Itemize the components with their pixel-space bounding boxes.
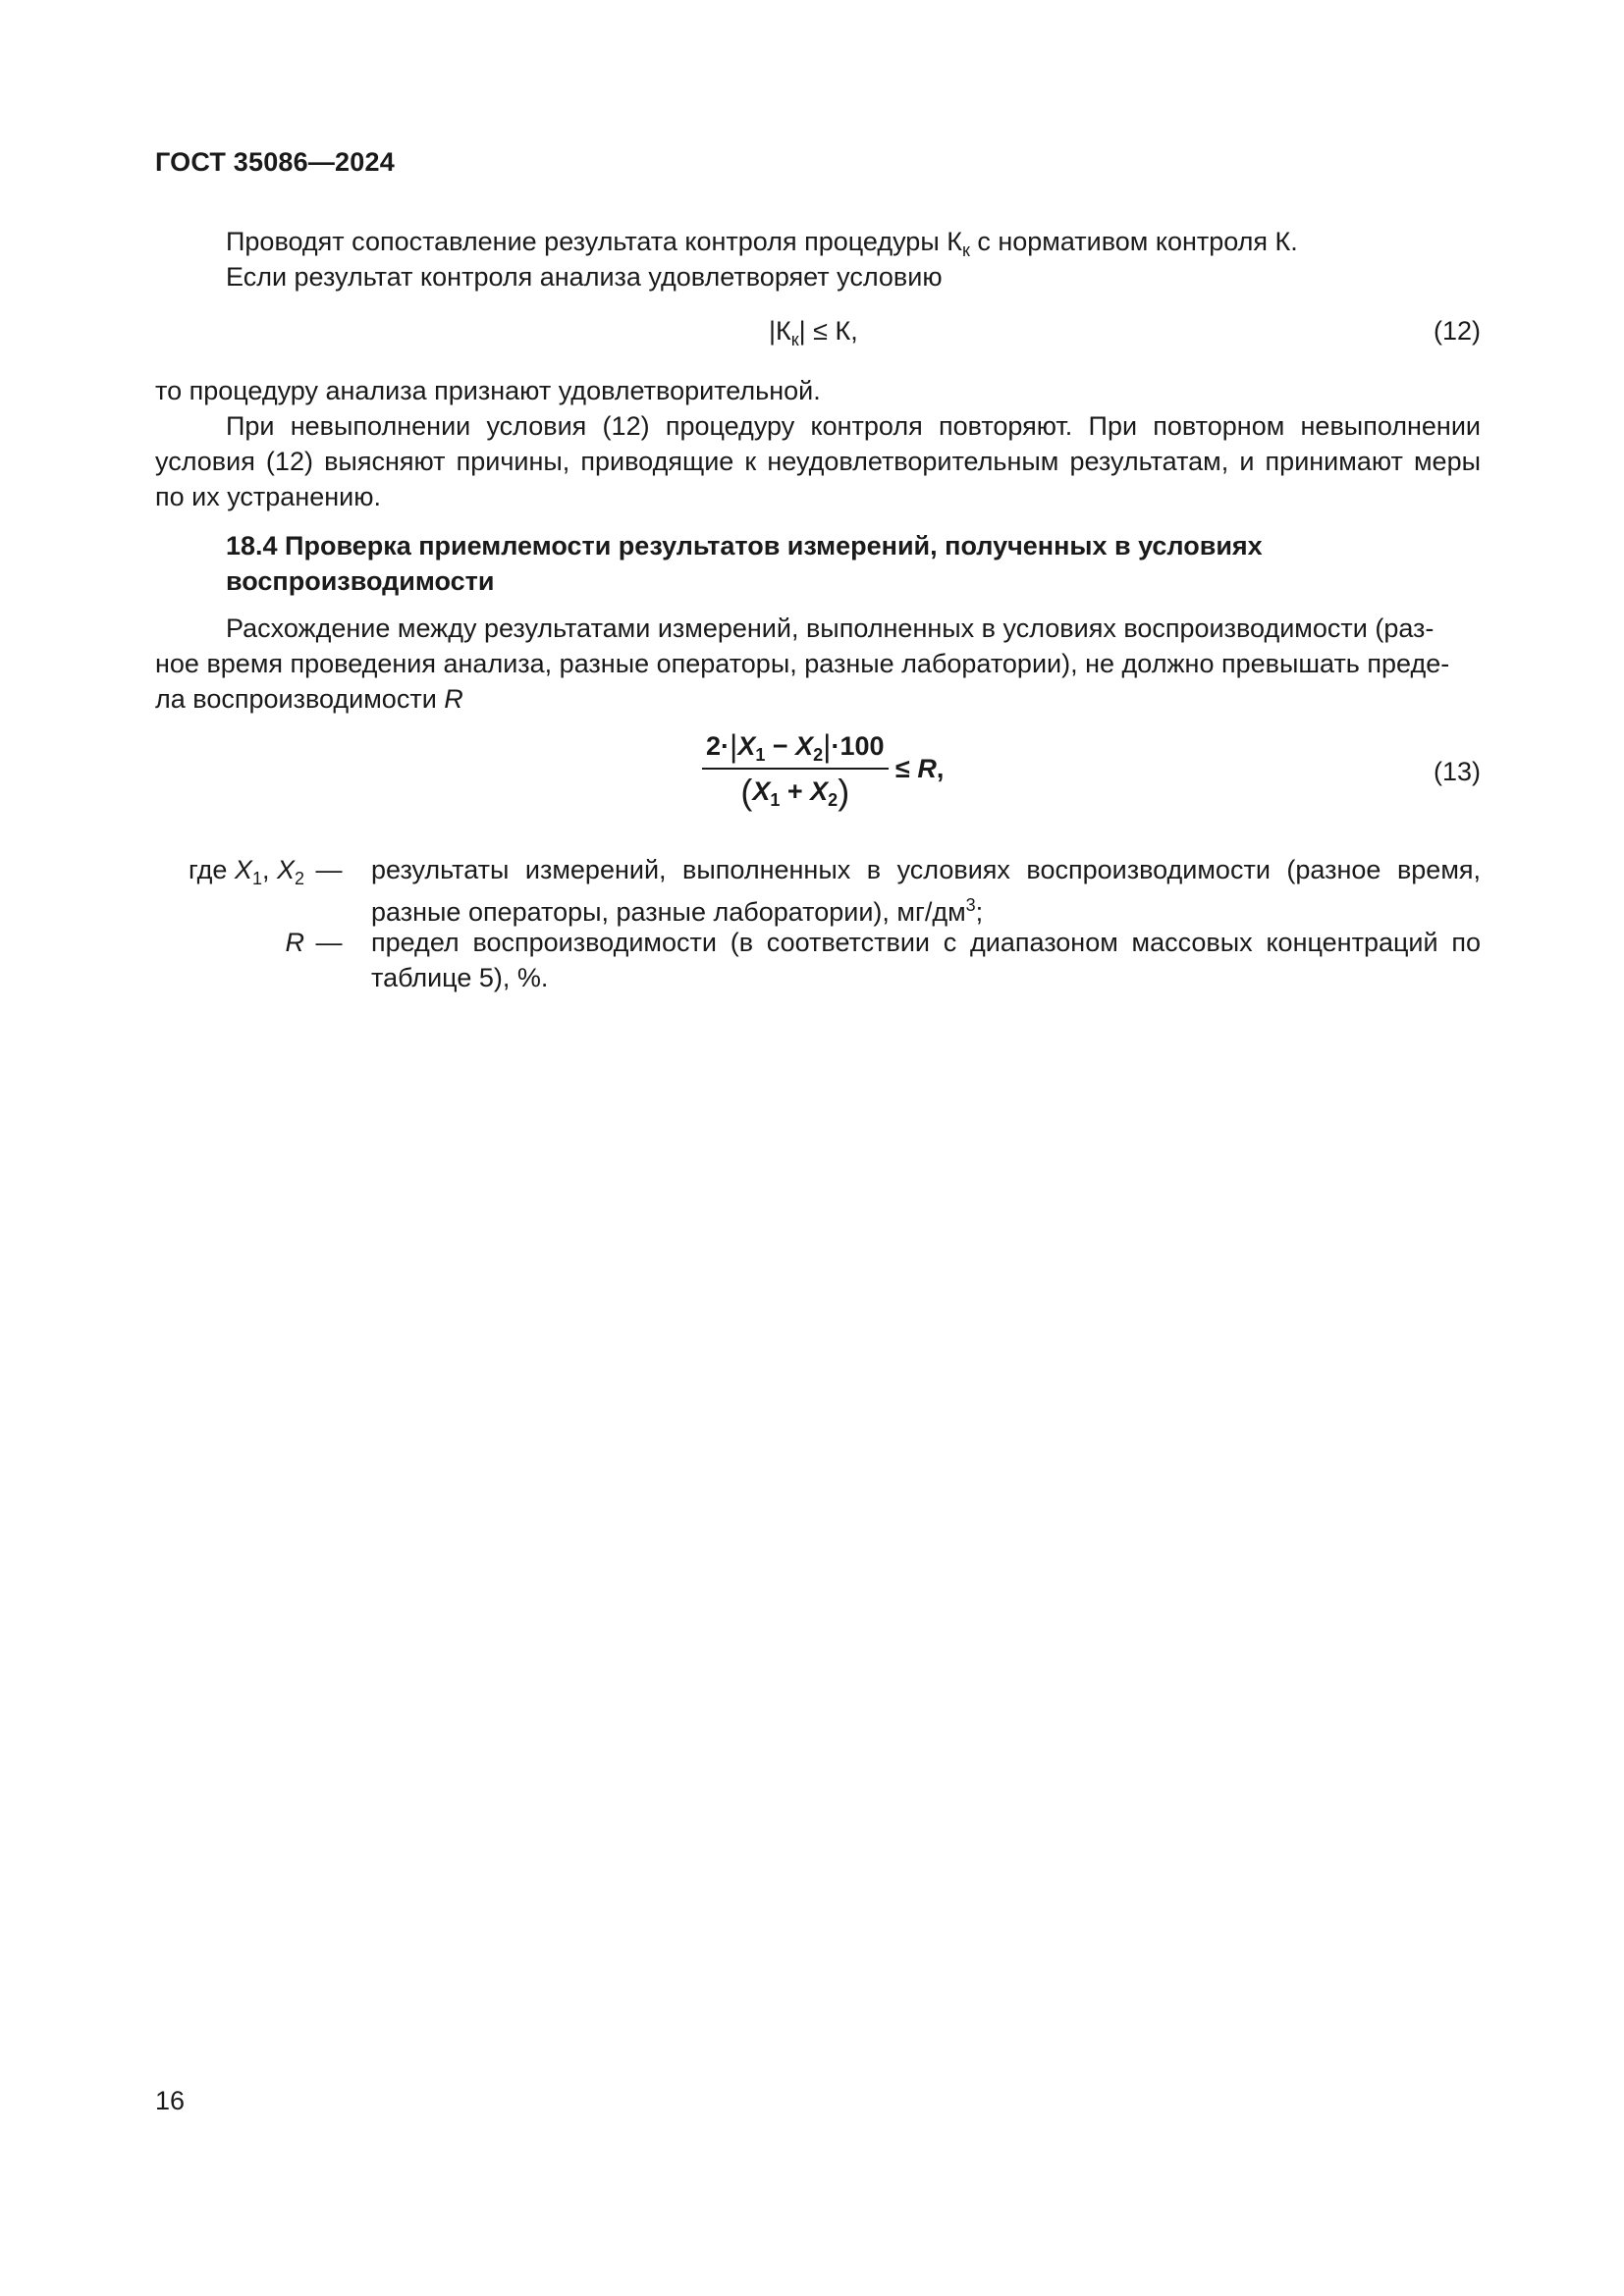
- procedure-satisfactory-line: то процедуру анализа признают удовлетворительной.: [155, 376, 821, 405]
- reproducibility-body-line-2: ное время проведения анализа, разные операторы, разные лаборатории), не должно превышать преде-: [155, 649, 1450, 678]
- control-comparison-text: Проводят сопоставление результата контроля процедуры К: [226, 227, 962, 256]
- condition-intro-line: Если результат контроля анализа удовлетворяет условию: [226, 262, 943, 292]
- eq12-lhs-open: |К: [769, 316, 791, 346]
- legend-description-x: [371, 852, 1481, 930]
- eq13-comma: ,: [936, 754, 945, 784]
- eq12-lhs-close: | ≤ К,: [798, 316, 858, 346]
- eq13-rhs-variable: R: [917, 754, 937, 784]
- legend-x1: X: [234, 855, 252, 884]
- eq13-x2-subscript: 2: [813, 745, 824, 765]
- legend-x2-subscript: 2: [294, 869, 304, 888]
- legend-x2: X: [276, 855, 295, 884]
- eq13-den-x1-subscript: 1: [770, 790, 781, 810]
- legend-description-r: предел воспроизводимости (в соответствии с диапазоном массовых концентраций по таблице 5), %.: [371, 928, 1481, 992]
- equation-13: [702, 728, 944, 813]
- eq13-minus: −: [765, 731, 796, 761]
- eq13-paren-close: ): [838, 772, 850, 812]
- reproducibility-limit-variable: R: [444, 684, 463, 714]
- failure-paragraph: При невыполнении условия (12) процедуру контроля повторяют. При повторном невыполнении условия (12) выясняют причины, приводящие к неудовлетворительным результатам, и принимают меры по их устранению.: [155, 411, 1481, 511]
- eq13-fraction: [702, 728, 889, 813]
- legend-r: R: [285, 928, 304, 957]
- legend-where: где: [189, 855, 235, 884]
- section-title-line-1: 18.4 Проверка приемлемости результатов измерений, полученных в условиях: [226, 531, 1263, 561]
- eq13-x2: X: [795, 731, 814, 761]
- reproducibility-body-line-3: [155, 681, 1481, 717]
- legend-term-x: [128, 852, 304, 896]
- equation-13-number: (13): [1433, 757, 1481, 786]
- eq13-x1: X: [737, 731, 756, 761]
- legend-description-x-end: ;: [975, 897, 984, 927]
- eq13-paren-open: (: [740, 772, 753, 812]
- eq13-denominator: [702, 770, 889, 813]
- legend-term-r: [128, 925, 304, 960]
- eq13-abs-close: |: [823, 728, 832, 764]
- eq13-den-x2: X: [810, 776, 829, 806]
- page-number: 16: [155, 2086, 186, 2115]
- control-comparison-subscript: к: [961, 240, 970, 260]
- eq13-den-x2-subscript: 2: [828, 790, 839, 810]
- eq13-x1-subscript: 1: [755, 745, 766, 765]
- section-title: [226, 528, 1355, 599]
- eq12-subscript: к: [790, 330, 799, 349]
- reproducibility-body-line-1: Расхождение между результатами измерений, выполненных в условиях воспроизводимости (раз-: [226, 614, 1435, 643]
- eq13-coefficient: 2·: [706, 731, 731, 761]
- legend-description-x-text: результаты измерений, выполненных в условиях воспроизводимости (разное время, разные операторы, разные лаборатории), мг/дм: [371, 855, 1481, 927]
- legend-separator: ,: [261, 855, 277, 884]
- legend-dash-2: —: [315, 928, 343, 957]
- control-comparison-suffix: с нормативом контроля К.: [969, 227, 1298, 256]
- document-header: ГОСТ 35086—2024: [155, 147, 395, 177]
- legend-x1-subscript: 1: [251, 869, 262, 888]
- eq13-den-x1: X: [752, 776, 771, 806]
- legend-unit-superscript: 3: [965, 895, 976, 915]
- eq13-leq: ≤: [888, 754, 918, 784]
- equation-12-number: (12): [1433, 316, 1481, 346]
- eq13-multiplier: ·100: [831, 731, 885, 761]
- eq13-abs-open: |: [730, 728, 738, 764]
- eq13-plus: +: [780, 776, 811, 806]
- reproducibility-body-text: ла воспроизводимости: [155, 684, 445, 714]
- eq13-numerator: [702, 728, 889, 770]
- section-title-line-2: воспроизводимости: [226, 566, 495, 596]
- equation-12: [769, 316, 858, 350]
- legend-dash-1: —: [315, 855, 343, 884]
